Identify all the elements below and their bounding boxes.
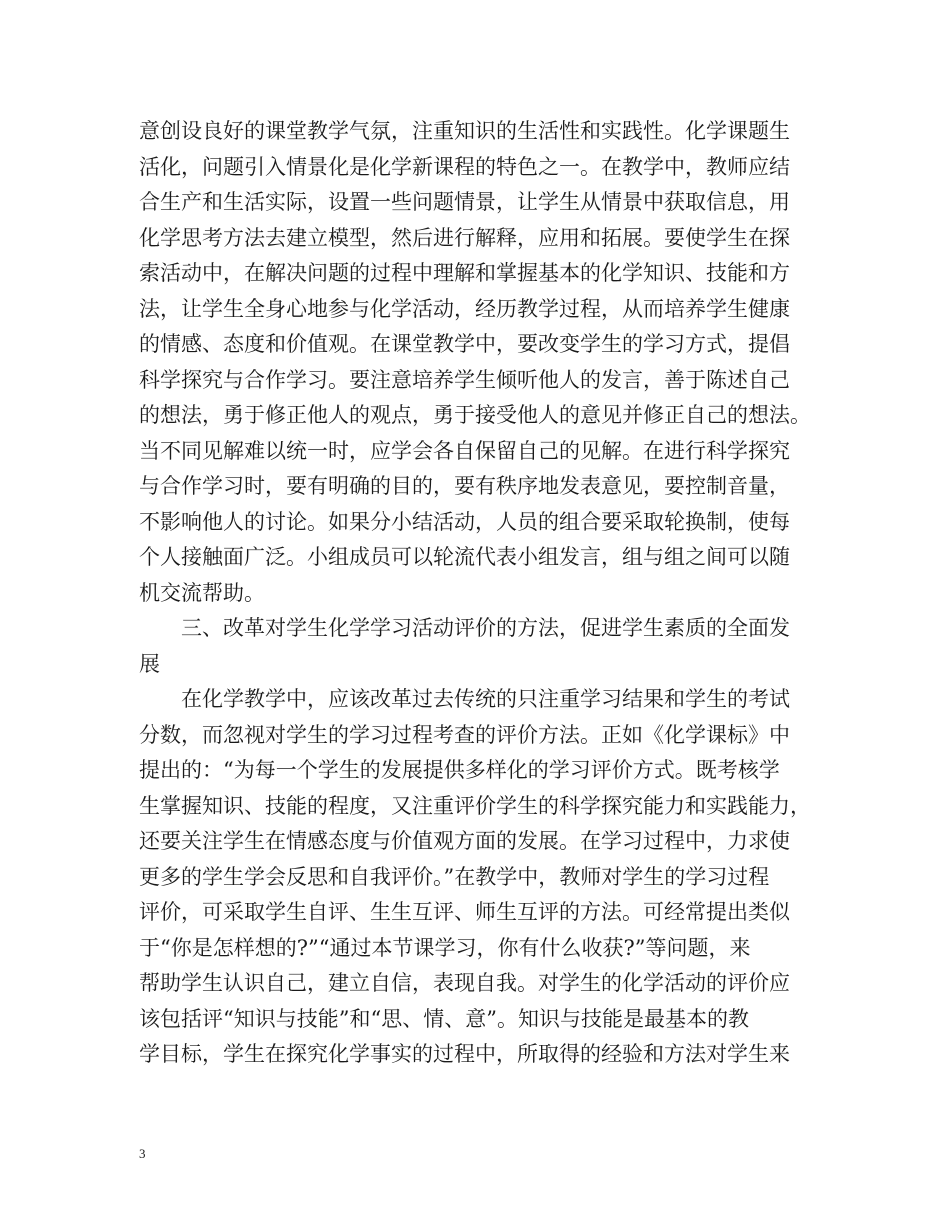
text-line: 学目标，学生在探究化学事实的过程中，所取得的经验和方法对学生来 xyxy=(139,1042,790,1066)
text-line: 帮助学生认识自己，建立自信，表现自我。对学生的化学活动的评价应 xyxy=(139,971,790,995)
text-line: 生掌握知识、技能的程度，又注重评价学生的科学探究能力和实践能力， xyxy=(139,793,811,818)
text-line: 更多的学生学会反思和自我评价。”在教学中，教师对学生的学习过程 xyxy=(139,864,770,889)
paragraph xyxy=(139,682,819,1073)
text-line: 法，让学生全身心地参与化学活动，经历教学过程，从而培养学生健康 xyxy=(139,296,790,321)
text-line: 合生产和生活实际，设置一些问题情景，让学生从情景中获取信息，用 xyxy=(139,190,790,214)
paragraph xyxy=(139,114,819,611)
text-line: 提出的：“为每一个学生的发展提供多样化的学习评价方式。既考核学 xyxy=(139,758,780,782)
text-line: 机交流帮助。 xyxy=(139,580,265,605)
text-line: 三、改革对学生化学学习活动评价的方法，促进学生素质的全面发 xyxy=(181,616,790,640)
text-line: 该包括评“知识与技能”和“思、情、意”。知识与技能是最基本的教 xyxy=(139,1006,749,1031)
text-line: 索活动中，在解决问题的过程中理解和掌握基本的化学知识、技能和方 xyxy=(139,261,790,285)
text-line: 于“你是怎样想的?”“通过本节课学习，你有什么收获?”等问题，来 xyxy=(139,935,751,960)
text-line: 活化，问题引入情景化是化学新课程的特色之一。在教学中，教师应结 xyxy=(139,154,790,179)
text-line: 当不同见解难以统一时，应学会各自保留自己的见解。在进行科学探究 xyxy=(139,438,790,463)
text-line: 与合作学习时，要有明确的目的，要有秩序地发表意见，要控制音量， xyxy=(139,474,790,498)
body-text xyxy=(139,114,819,1073)
text-line: 的情感、态度和价值观。在课堂教学中，要改变学生的学习方式，提倡 xyxy=(139,332,790,356)
text-line: 评价，可采取学生自评、生生互评、师生互评的方法。可经常提出类似 xyxy=(139,900,790,924)
section-heading xyxy=(139,611,819,682)
text-line: 在化学教学中，应该改革过去传统的只注重学习结果和学生的考试 xyxy=(181,687,790,711)
text-line: 科学探究与合作学习。要注意培养学生倾听他人的发言，善于陈述自己 xyxy=(139,367,790,392)
text-line: 个人接触面广泛。小组成员可以轮流代表小组发言，组与组之间可以随 xyxy=(139,545,790,569)
text-line: 的想法，勇于修正他人的观点，勇于接受他人的意见并修正自己的想法。 xyxy=(139,403,811,427)
text-line: 化学思考方法去建立模型，然后进行解释，应用和拓展。要使学生在探 xyxy=(139,225,790,250)
text-line: 不影响他人的讨论。如果分小结活动，人员的组合要采取轮换制，使每 xyxy=(139,509,790,534)
text-line: 分数，而忽视对学生的学习过程考查的评价方法。正如《化学课标》中 xyxy=(139,722,790,747)
text-line: 展 xyxy=(139,651,160,676)
page-number: 3 xyxy=(139,1146,146,1161)
text-line: 意创设良好的课堂教学气氛，注重知识的生活性和实践性。化学课题生 xyxy=(139,119,790,143)
text-line: 还要关注学生在情感态度与价值观方面的发展。在学习过程中，力求使 xyxy=(139,829,790,853)
